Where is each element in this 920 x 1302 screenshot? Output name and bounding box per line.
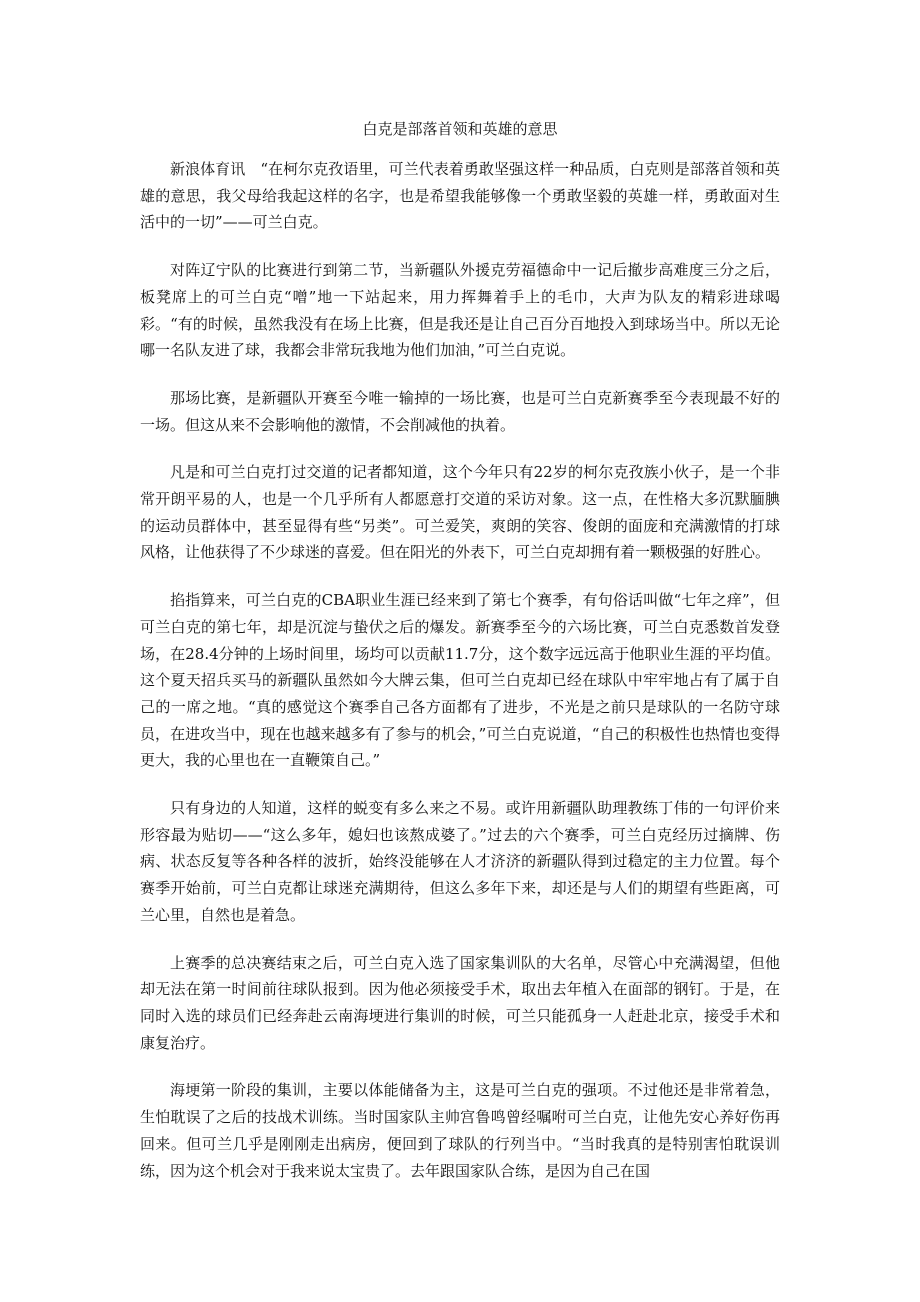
article-title: 白克是部落首领和英雄的意思 (362, 120, 558, 138)
paragraph-1: 新浪体育讯 “在柯尔克孜语里，可兰代表着勇敢坚强这样一种品质，白克则是部落首领和英雄的意思，我父母给我起这样的名字，也是希望我能够像一个勇敢坚毅的英雄一样，勇敢面对生活中的一切”——可兰白克。 (140, 160, 780, 232)
paragraph-4: 凡是和可兰白克打过交道的记者都知道，这个今年只有22岁的柯尔克孜族小伙子，是一个非常开朗平易的人，也是一个几乎所有人都愿意打交道的采访对象。这一点，在性格大多沉默腼腆的运动员群体中，甚至显得有些“另类”。可兰爱笑，爽朗的笑容、俊朗的面庞和充满激情的打球风格，让他获得了不少球迷的喜爱。但在阳光的外表下，可兰白克却拥有着一颗极强的好胜心。 (140, 463, 780, 562)
paragraph-5: 掐指算来，可兰白克的CBA职业生涯已经来到了第七个赛季，有句俗话叫做“七年之痒”，但可兰白克的第七年，却是沉淀与蛰伏之后的爆发。新赛季至今的六场比赛，可兰白克悉数首发登场，在28.4分钟的上场时间里，场均可以贡献11.7分，这个数字远远高于他职业生涯的平均值。这个夏天招兵买马的新疆队虽然如今大牌云集，但可兰白克却已经在球队中牢牢地占有了属于自己的一席之地。“真的感觉这个赛季自己各方面都有了进步，不光是之前只是球队的一名防守球员，在进攻当中，现在也越来越多有了参与的机会，”可兰白克说道，“自己的积极性也热情也变得更大，我的心里也在一直鞭策自己。” (140, 591, 780, 770)
paragraph-2: 对阵辽宁队的比赛进行到第二节，当新疆队外援克劳福德命中一记后撤步高难度三分之后，板凳席上的可兰白克“噌”地一下站起来，用力挥舞着手上的毛巾，大声为队友的精彩进球喝彩。“有的时候，虽然我没有在场上比赛，但是我还是让自己百分百地投入到球场当中。所以无论哪一名队友进了球，我都会非常玩我地为他们加油，”可兰白克说。 (140, 261, 780, 360)
paragraph-7: 上赛季的总决赛结束之后，可兰白克入选了国家集训队的大名单，尽管心中充满渴望，但他却无法在第一时间前往球队报到。因为他必须接受手术，取出去年植入在面部的钢钉。于是，在同时入选的球员们已经奔赴云南海埂进行集训的时候，可兰只能孤身一人赶赴北京，接受手术和康复治疗。 (140, 953, 780, 1052)
paragraph-6: 只有身边的人知道，这样的蜕变有多么来之不易。或许用新疆队助理教练丁伟的一句评价来形容最为贴切——“这么多年，媳妇也该熬成婆了。”过去的六个赛季，可兰白克经历过摘牌、伤病、状态反复等各种各样的波折，始终没能够在人才济济的新疆队得到过稳定的主力位置。每个赛季开始前，可兰白克都让球迷充满期待，但这么多年下来，却还是与人们的期望有些距离，可兰心里，自然也是着急。 (140, 799, 780, 924)
paragraph-3: 那场比赛，是新疆队开赛至今唯一输掉的一场比赛，也是可兰白克新赛季至今表现最不好的一场。但这从来不会影响他的激情，不会削减他的执着。 (140, 388, 780, 434)
paragraph-8: 海埂第一阶段的集训，主要以体能储备为主，这是可兰白克的强项。不过他还是非常着急，生怕耽误了之后的技战术训练。当时国家队主帅宫鲁鸣曾经嘱咐可兰白克，让他先安心养好伤再回来。但可兰几乎是刚刚走出病房，便回到了球队的行列当中。“当时我真的是特别害怕耽误训练，因为这个机会对于我来说太宝贵了。去年跟国家队合练，是因为自己在国 (140, 1081, 780, 1180)
article-body (140, 156, 780, 1205)
